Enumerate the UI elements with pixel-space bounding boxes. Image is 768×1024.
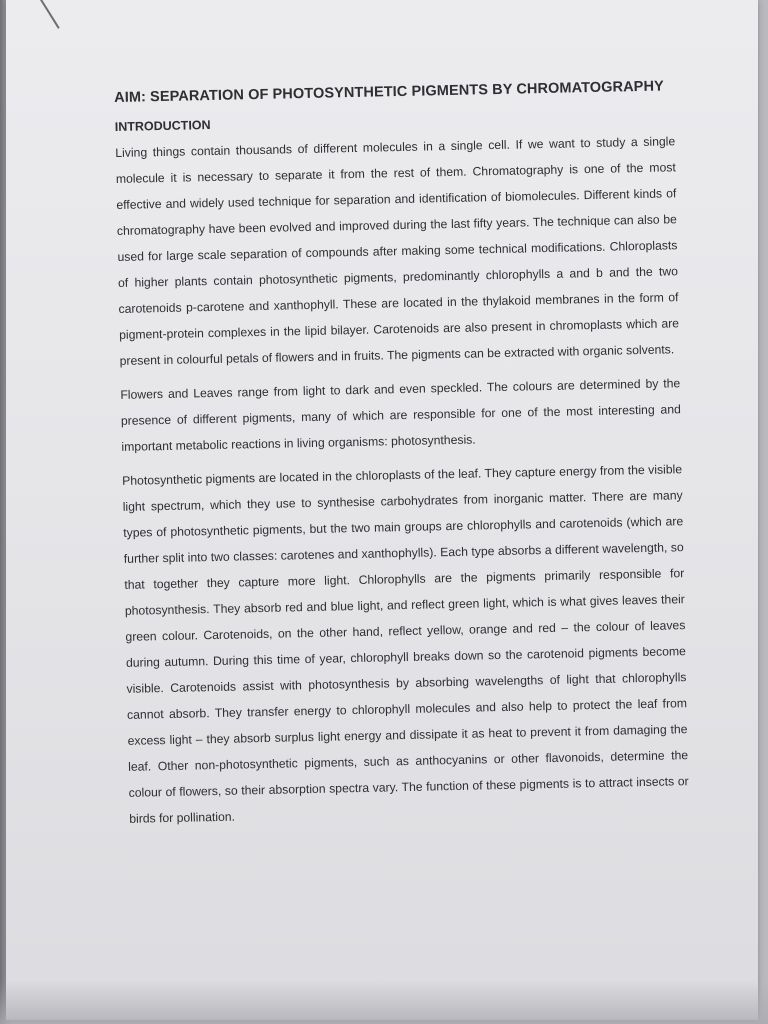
paragraph-photosynthetic-pigments: Photosynthetic pigments are located in the chloroplasts of the leaf. They capture energy from the visible light spectrum, which they use to synthesise carbohydrates from inorganic matter. There are many types of photosynthetic pigments, but the two main groups are chlorophylls and carotenoids (which are further split into two classes: carotenes and xanthophylls). Each type absorbs a different wavelength, so that together they capture more light. Chlorophylls are the pigments primarily responsible for photosynthesis. They absorb red and blue light, and reflect green light, which is what gives leaves their green colour. Carotenoids, on the other hand, reflect yellow, orange and red – the colour of leaves during autumn. During this time of year, chlorophyll breaks down so the carotenoid pigments become visible. Carotenoids assist with photosynthesis by absorbing wavelengths of light that chlorophylls cannot absorb. They transfer energy to chlorophyll molecules and also help to protect the leaf from excess light – they absorb surplus light energy and dissipate it as heat to prevent it from damaging the leaf. Other non-photosynthetic pigments, such as anthocyanins or other flavonoids, determine the colour of flowers, so their absorption spectra vary. The function of these pigments is to attract insects or birds for pollination. bbox=[122, 462, 689, 826]
paper-sheet bbox=[6, 0, 758, 1020]
paragraph-chromatography-intro: Living things contain thousands of different molecules in a single cell. If we want to study a single molecule it is necessary to separate it from the rest of them. Chromatography is one of the most effective and widely used technique for separation and identification of biomolecules. Different kinds of chromatography have been evolved and improved during the last fifty years. The technique can also be used for large scale separation of compounds after making some technical modifications. Chloroplasts of higher plants contain photosynthetic pigments, predominantly chlorophylls a and b and the two carotenoids p-carotene and xanthophyll. These are located in the thylakoid membranes in the form of pigment-protein complexes in the lipid bilayer. Carotenoids are also present in chromoplasts which are present in colourful petals of flowers and in fruits. The pigments can be extracted with organic solvents. bbox=[115, 134, 680, 368]
document-title: AIM: SEPARATION OF PHOTOSYNTHETIC PIGMENTS BY CHROMATOGRAPHY bbox=[114, 78, 664, 106]
paragraph-flower-leaf-pigments: Flowers and Leaves range from light to dark and even speckled. The colours are determined by the presence of different pigments, many of which are responsible for one of the most interesting and important metabolic reactions in living organisms: photosynthesis. bbox=[120, 376, 681, 454]
document-body bbox=[114, 78, 690, 840]
section-heading-introduction: INTRODUCTION bbox=[114, 117, 211, 134]
paper-fold-crease bbox=[40, 0, 60, 29]
bottom-shadow bbox=[0, 980, 768, 1024]
